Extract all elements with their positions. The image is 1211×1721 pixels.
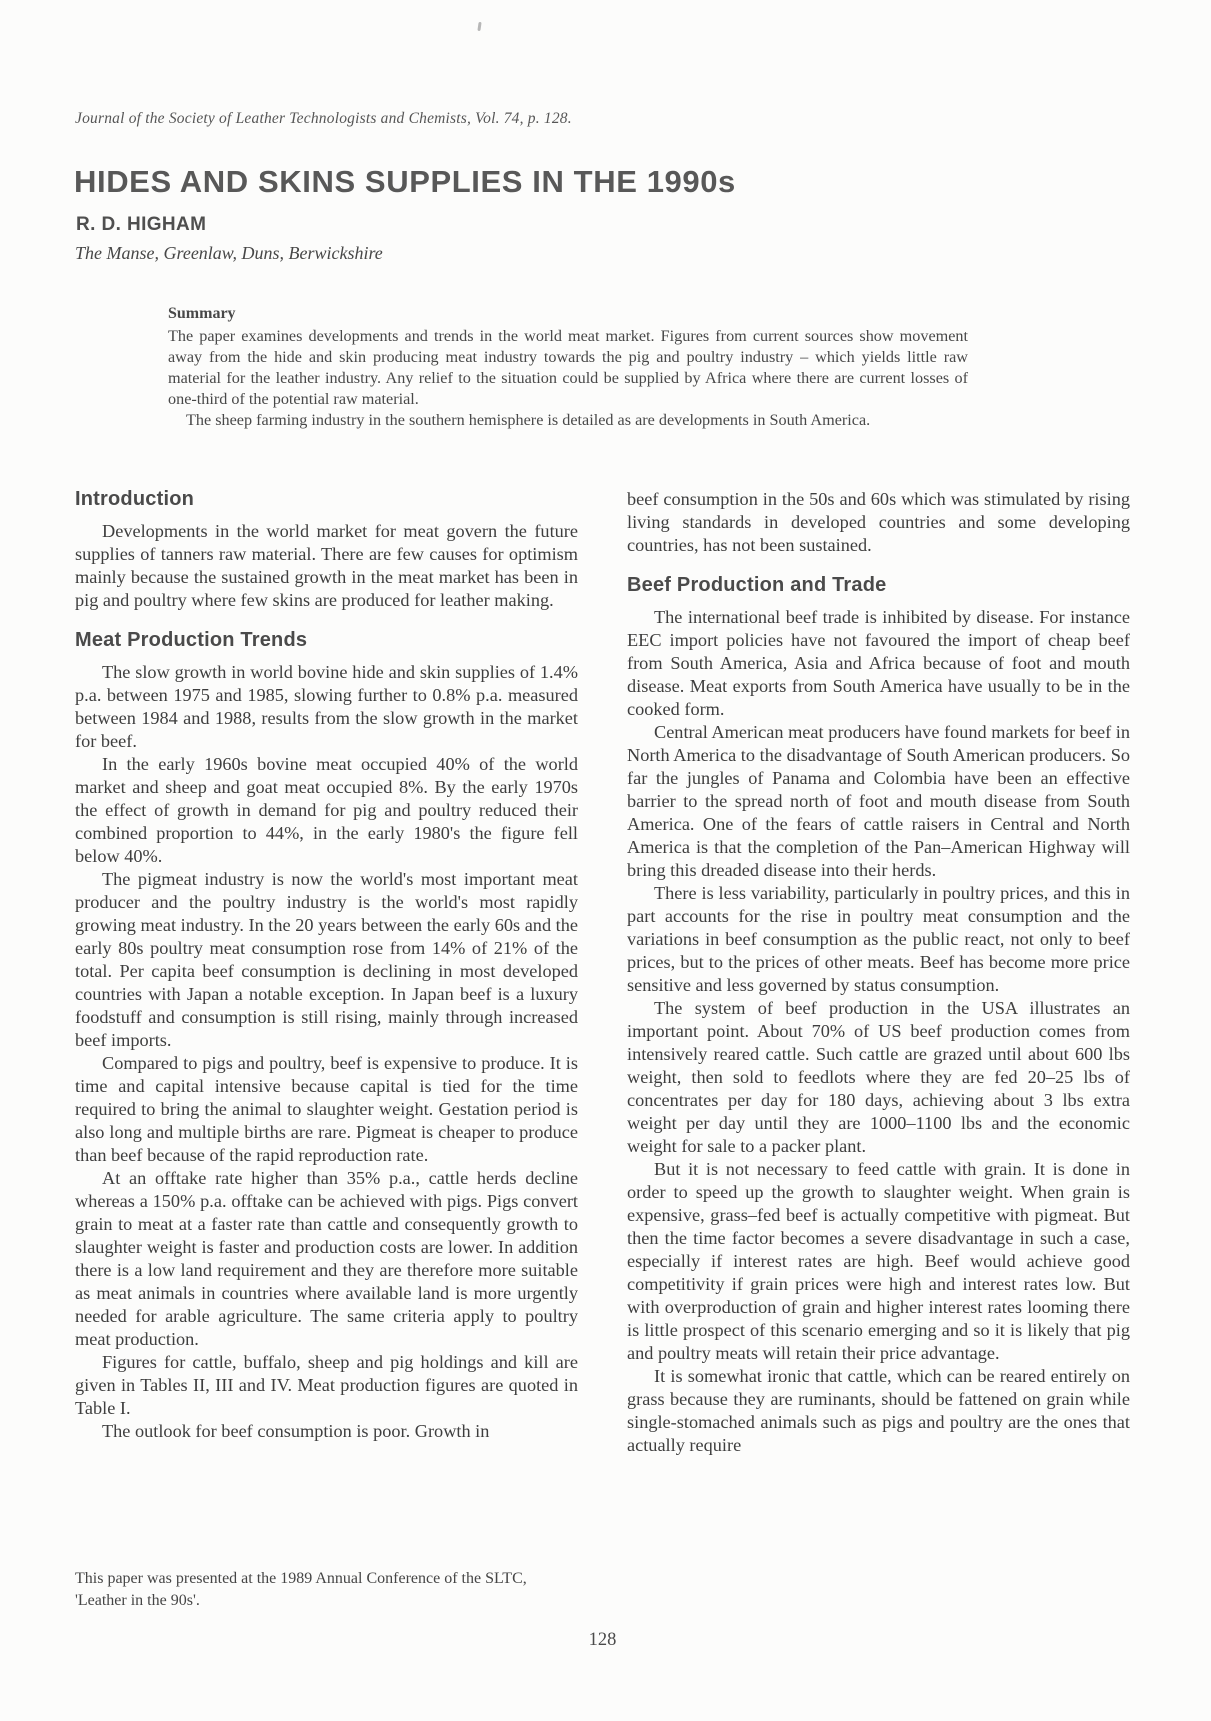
summary-paragraph: The paper examines developments and trends in the world meat market. Figures from current sources show movement away from the hide and skin producing meat industry towards the pig and poultry industry – which yields little raw material for the leather industry. Any relief to the situation could be supplied by Africa where there are current losses of one-third of the potential raw material. [168, 327, 968, 408]
body-paragraph: Central American meat producers have found markets for beef in North America to the disadvantage of South American producers. So far the jungles of Panama and Colombia have been an effective barrier to the spread north of foot and mouth disease from South America. One of the fears of cattle raisers in Central and North America is that the completion of the Pan–American Highway will bring this dreaded disease into their herds. [627, 722, 1130, 880]
section-heading-beef-production-and-trade: Beef Production and Trade [627, 574, 887, 596]
left-column [75, 488, 578, 1457]
section-heading-introduction: Introduction [75, 488, 195, 510]
body-paragraph: The pigmeat industry is now the world's most important meat producer and the poultry industry is the world's most rapidly growing meat industry. In the 20 years between the early 60s and the early 80s poultry meat consumption rose from 14% of 21% of the total. Per capita beef consumption is declining in most developed countries with Japan a notable exception. In Japan beef is a luxury foodstuff and consumption is still rising, mainly through increased beef imports. [75, 869, 578, 1050]
presentation-footnote: This paper was presented at the 1989 Annual Conference of the SLTC, 'Leather in the 90s'. [75, 1570, 527, 1609]
journal-citation-line: Journal of the Society of Leather Technologists and Chemists, Vol. 74, p. 128. [75, 110, 572, 127]
body-paragraph: Compared to pigs and poultry, beef is expensive to produce. It is time and capital intensive because capital is tied for the time required to bring the animal to slaughter weight. Gestation period is also long and multiple births are rare. Pigmeat is cheaper to produce than beef because of the rapid reproduction rate. [75, 1053, 578, 1165]
author-name: R. D. HIGHAM [76, 214, 207, 235]
scan-speck-artifact [477, 22, 481, 31]
summary-paragraph: The sheep farming industry in the southern hemisphere is detailed as are developments in South America. [186, 411, 871, 429]
body-paragraph: The international beef trade is inhibited by disease. For instance EEC import policies have not favoured the import of cheap beef from South America, Asia and Africa because of foot and mouth disease. Meat exports from South America have usually to be in the cooked form. [627, 607, 1130, 719]
body-paragraph: In the early 1960s bovine meat occupied 40% of the world market and sheep and goat meat occupied 8%. By the early 1970s the effect of growth in demand for pig and poultry reduced their combined proportion to 44%, in the early 1980's the figure fell below 40%. [75, 754, 578, 866]
body-paragraph: But it is not necessary to feed cattle with grain. It is done in order to speed up the growth to slaughter weight. When grain is expensive, grass–fed beef is actually competitive with pigmeat. But then the time factor becomes a severe disadvantage in such a case, especially if interest rates are high. Beef would achieve good competitivity if grain prices were high and interest rates low. But with overproduction of grain and higher interest rates looming there is little prospect of this scenario emerging and so it is likely that pig and poultry meats will retain their price advantage. [627, 1159, 1130, 1363]
body-paragraph-continuation: beef consumption in the 50s and 60s which was stimulated by rising living standards in developed countries and some developing countries, has not been sustained. [627, 489, 1130, 555]
section-heading-meat-production-trends: Meat Production Trends [75, 629, 308, 651]
body-paragraph: The outlook for beef consumption is poor. Growth in [102, 1421, 490, 1441]
body-paragraph: The slow growth in world bovine hide and skin supplies of 1.4% p.a. between 1975 and 1985, slowing further to 0.8% p.a. measured between 1984 and 1988, results from the slow growth in the market for beef. [75, 662, 578, 751]
body-paragraph: There is less variability, particularly in poultry prices, and this in part accounts for the rise in poultry meat consumption and the variations in beef consumption as the public react, not only to beef prices, but to the prices of other meats. Beef has become more price sensitive and less governed by status consumption. [627, 883, 1130, 995]
author-affiliation: The Manse, Greenlaw, Duns, Berwickshire [75, 243, 383, 263]
body-paragraph: Figures for cattle, buffalo, sheep and pig holdings and kill are given in Tables II, III and IV. Meat production figures are quoted in Table I. [75, 1352, 578, 1418]
page-title: HIDES AND SKINS SUPPLIES IN THE 1990s [74, 164, 736, 199]
right-column [627, 488, 1130, 1457]
summary-heading: Summary [168, 305, 236, 322]
body-paragraph: Developments in the world market for meat govern the future supplies of tanners raw material. There are few causes for optimism mainly because the sustained growth in the meat market has been in pig and poultry where few skins are produced for leather making. [75, 521, 578, 610]
two-column-body [75, 488, 1130, 1457]
body-paragraph: At an offtake rate higher than 35% p.a., cattle herds decline whereas a 150% p.a. offtake can be achieved with pigs. Pigs convert grain to meat at a faster rate than cattle and consequently growth to slaughter weight is faster and production costs are lower. In addition there is a low land requirement and they are therefore more suitable as meat animals in countries where available land is more urgently needed for arable agriculture. The same criteria apply to poultry meat production. [75, 1168, 578, 1349]
body-paragraph: The system of beef production in the USA illustrates an important point. About 70% of US beef production comes from intensively reared cattle. Such cattle are grazed until about 600 lbs weight, then sold to feedlots where they are fed 20–25 lbs of concentrates per day for 180 days, achieving about 3 lbs extra weight per day until they are 1000–1100 lbs and the economic weight for sale to a packer plant. [627, 998, 1130, 1156]
body-paragraph: It is somewhat ironic that cattle, which can be reared entirely on grass because they are ruminants, should be fattened on grain while single-stomached animals such as pigs and poultry are the ones that actually require [627, 1366, 1130, 1455]
page-number: 128 [588, 1630, 617, 1650]
summary-block [168, 303, 968, 431]
